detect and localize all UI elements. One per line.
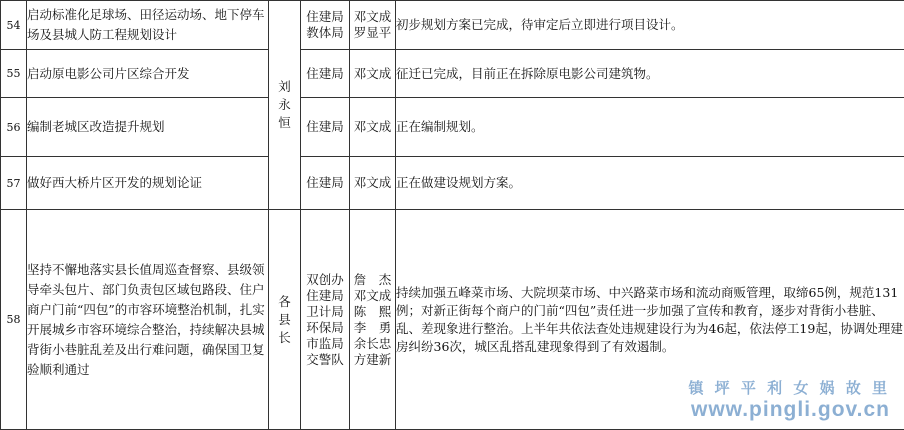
progress-description: 初步规划方案已完成，待审定后立即进行项目设计。 xyxy=(396,1,904,50)
row-number: 57 xyxy=(1,157,27,210)
department-name: 卫计局 xyxy=(301,304,349,320)
person-name: 李 勇 xyxy=(350,320,395,336)
responsible-department xyxy=(301,1,350,50)
task-description: 坚持不懈地落实县长值周巡查督察、县级领导牵头包片、部门负责包区域包路段、住户商户门前“四包”的市容环境整治机制，扎实开展城乡市容环境综合整治，持续解决县城背街小巷脏乱差及出行难问题，确保国卫复验顺利通过 xyxy=(27,210,269,430)
person-name: 詹 杰 xyxy=(350,272,395,288)
row-number: 54 xyxy=(1,1,27,50)
department-name: 住建局 xyxy=(301,288,349,304)
responsible-department xyxy=(301,210,350,430)
table-row xyxy=(1,1,904,50)
task-description: 启动标准化足球场、田径运动场、地下停车场及县城人防工程规划设计 xyxy=(27,1,269,50)
responsible-person: 邓文成 xyxy=(350,98,396,157)
task-description: 启动原电影公司片区综合开发 xyxy=(27,50,269,98)
task-description: 做好西大桥片区开发的规划论证 xyxy=(27,157,269,210)
progress-description: 正在做建设规划方案。 xyxy=(396,157,904,210)
progress-description: 正在编制规划。 xyxy=(396,98,904,157)
department-name: 教体局 xyxy=(301,25,349,41)
person-name: 陈 熙 xyxy=(350,304,395,320)
leader-name: 各县长 xyxy=(278,293,292,347)
row-number: 58 xyxy=(1,210,27,430)
responsible-person xyxy=(350,1,396,50)
department-name: 环保局 xyxy=(301,320,349,336)
responsible-department: 住建局 xyxy=(301,50,350,98)
responsible-person: 邓文成 xyxy=(350,50,396,98)
responsible-person xyxy=(350,210,396,430)
department-name: 双创办 xyxy=(301,272,349,288)
department-name: 住建局 xyxy=(301,9,349,25)
responsible-leader xyxy=(269,1,301,210)
row-number: 56 xyxy=(1,98,27,157)
person-name: 余长忠 xyxy=(350,336,395,352)
person-name: 方建新 xyxy=(350,352,395,368)
site-watermark xyxy=(688,377,890,421)
watermark-slogan: 镇 坪 平 利 女 娲 故 里 xyxy=(688,377,890,399)
table-row xyxy=(1,50,904,98)
responsible-department: 住建局 xyxy=(301,98,350,157)
department-name: 市监局 xyxy=(301,336,349,352)
responsible-person: 邓文成 xyxy=(350,157,396,210)
progress-description: 持续加强五峰菜市场、大院坝菜市场、中兴路菜市场和流动商贩管理，取缔65例，规范131例；对新正街每个商户的门前“四包”责任进一步加强了宣传和教育，逐步对背街小巷脏、乱、差现象进行整治。上半年共依法查处违规建设行为为46起，依法停工19起，协调处理建房纠纷36次，城区乱搭乱建现象得到了有效遏制。 xyxy=(396,210,904,430)
person-name: 邓文成 xyxy=(350,9,395,25)
table-row xyxy=(1,98,904,157)
table-row xyxy=(1,157,904,210)
responsible-leader xyxy=(269,210,301,430)
progress-description: 征迁已完成，目前正在拆除原电影公司建筑物。 xyxy=(396,50,904,98)
row-number: 55 xyxy=(1,50,27,98)
person-name: 邓文成 xyxy=(350,288,395,304)
person-name: 罗显平 xyxy=(350,25,395,41)
task-description: 编制老城区改造提升规划 xyxy=(27,98,269,157)
watermark-url: www.pingli.gov.cn xyxy=(688,399,890,421)
leader-name: 刘永恒 xyxy=(278,78,292,132)
department-name: 交警队 xyxy=(301,352,349,368)
responsible-department: 住建局 xyxy=(301,157,350,210)
